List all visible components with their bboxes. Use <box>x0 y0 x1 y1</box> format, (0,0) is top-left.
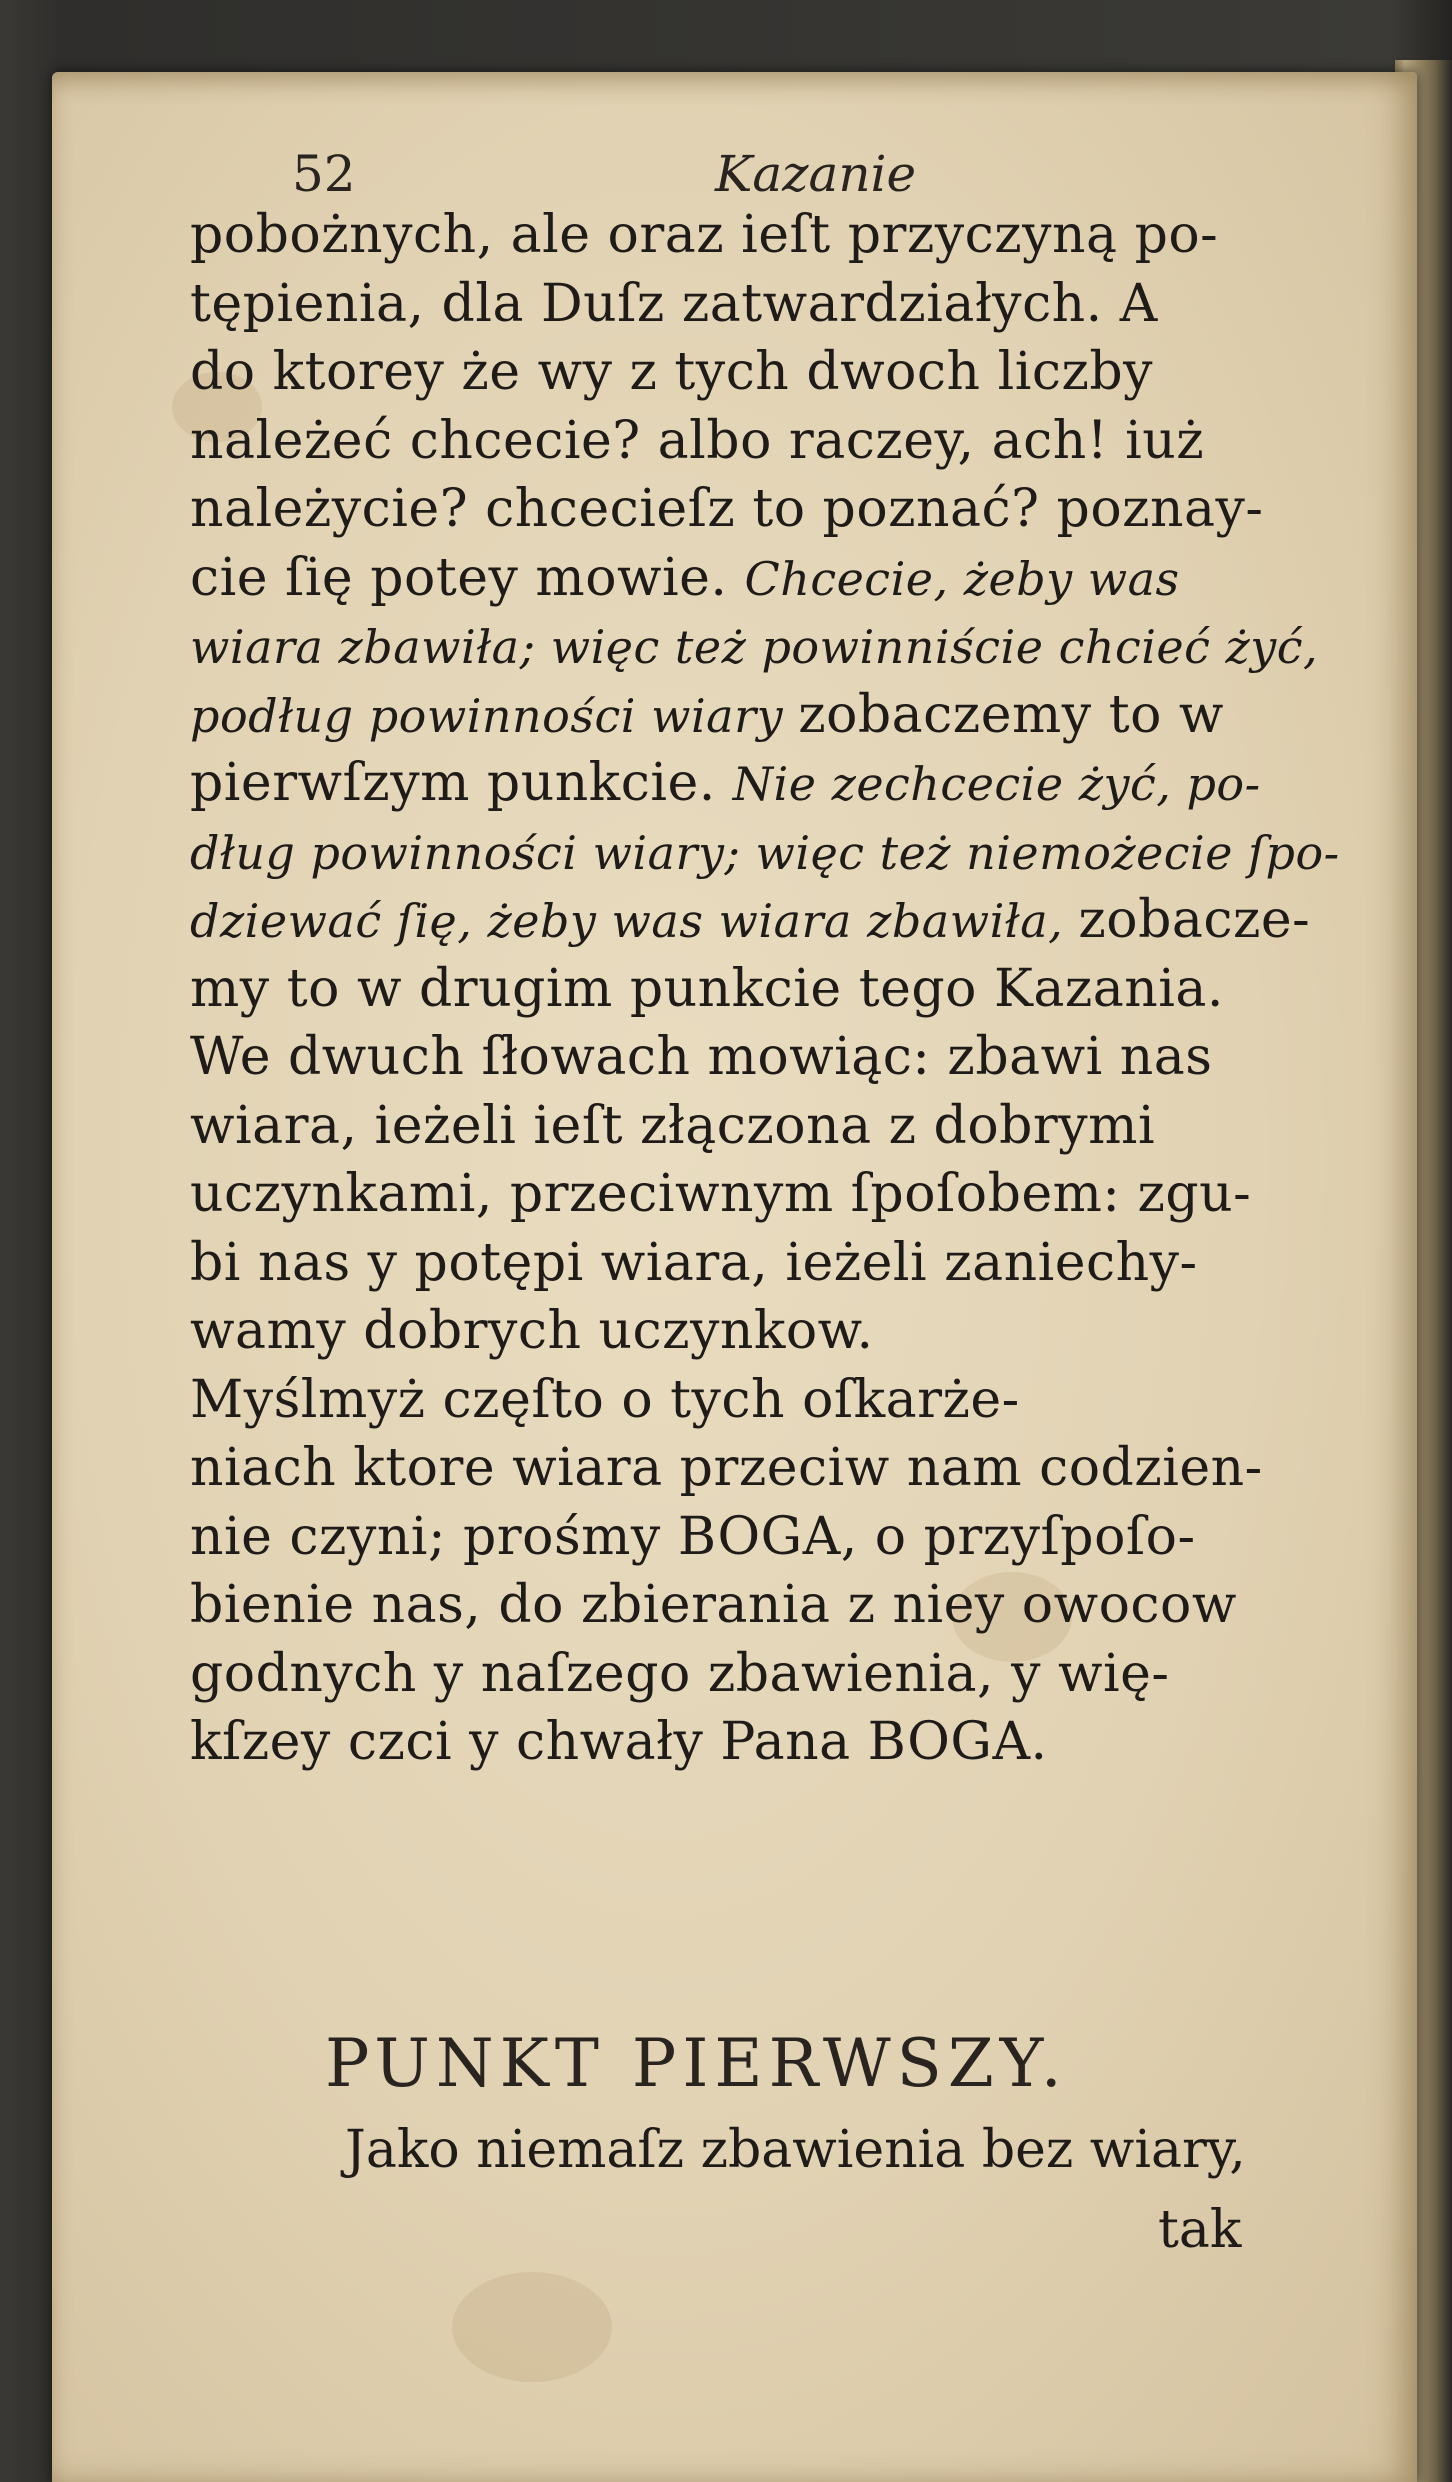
text-line <box>190 1027 1212 1087</box>
text-line <box>190 890 1310 950</box>
text-line <box>190 274 1158 334</box>
italic-text-segment: podług powinności wiary <box>190 688 799 743</box>
catchword: tak <box>1158 2200 1242 2260</box>
text-segment: zobacze- <box>1078 890 1311 950</box>
text-segment: pobożnych, ale oraz ieſt przyczyną po- <box>190 205 1219 265</box>
text-line <box>190 1370 1020 1430</box>
text-line <box>190 959 1224 1019</box>
section-first-line: Jako niemaſz zbawienia bez wiary, <box>345 2120 1246 2180</box>
text-segment: do ktorey że wy z tych dwoch liczby <box>190 342 1154 402</box>
text-segment: kſzey czci y chwały Pana BOGA. <box>190 1712 1048 1772</box>
text-line <box>190 1438 1263 1498</box>
text-line <box>190 753 1261 813</box>
text-segment: zobaczemy to w <box>798 684 1224 745</box>
text-segment: wamy dobrych uczynkow. <box>190 1301 874 1361</box>
text-line <box>190 342 1153 402</box>
text-line <box>190 1164 1251 1224</box>
italic-text-segment: Chcecie, żeby was <box>744 551 1180 606</box>
text-segment: niach ktore wiara przeciw nam codzien- <box>190 1438 1263 1498</box>
text-segment: uczynkami, przeciwnym ſpoſobem: zgu- <box>190 1164 1252 1224</box>
text-line <box>190 479 1264 539</box>
text-line <box>190 1507 1196 1567</box>
text-line <box>190 1712 1048 1772</box>
text-segment: tępienia, dla Duſz zatwardziałych. A <box>190 273 1158 334</box>
text-segment: We dwuch ſłowach mowiąc: zbawi nas <box>190 1027 1213 1087</box>
running-head: Kazanie <box>715 145 917 203</box>
text-segment: Myślmyż częſto o tych oſkarże- <box>190 1369 1020 1430</box>
text-segment: należeć chcecie? albo raczey, ach! iuż <box>190 410 1205 471</box>
text-line <box>190 548 1180 608</box>
text-line <box>190 205 1218 265</box>
italic-text-segment: dziewać ſię, żeby was wiara zbawiła, <box>190 894 1079 948</box>
text-line <box>190 411 1204 471</box>
italic-text-segment: Nie zechcecie żyć, po- <box>732 757 1261 811</box>
section-title: PUNKT PIERWSZY. <box>325 2025 1068 2102</box>
text-line <box>190 1233 1198 1293</box>
text-segment: bienie nas, do zbierania z niey owocow <box>190 1575 1237 1635</box>
text-line <box>190 1575 1237 1635</box>
text-segment: godnych y naſzego zbawienia, y wię- <box>190 1643 1170 1704</box>
text-segment: my to w drugim punkcie tego Kazania. <box>190 958 1224 1019</box>
page-number: 52 <box>292 145 356 203</box>
text-line <box>190 1096 1155 1156</box>
text-segment: bi nas y potępi wiara, ieżeli zaniechy- <box>190 1232 1198 1293</box>
text-line <box>190 822 1340 882</box>
text-segment: cie ſię potey mowie. <box>190 547 745 608</box>
italic-text-segment: wiara zbawiła; więc też powinniście chcieć żyć, <box>190 620 1319 674</box>
text-line <box>190 1301 874 1361</box>
foxing-spot <box>452 2272 612 2382</box>
text-segment: nie czyni; prośmy BOGA, o przyſpoſo- <box>190 1506 1196 1567</box>
text-segment: wiara, ieżeli ieſt złączona z dobrymi <box>190 1095 1156 1156</box>
text-segment: należycie? chcecieſz to poznać? poznay- <box>190 479 1264 539</box>
text-line <box>190 616 1318 676</box>
text-line <box>190 685 1224 745</box>
text-segment: pierwſzym punkcie. <box>190 753 733 813</box>
text-line <box>190 1644 1170 1704</box>
italic-text-segment: dług powinności wiary; więc też niemożecie ſpo- <box>190 825 1340 880</box>
